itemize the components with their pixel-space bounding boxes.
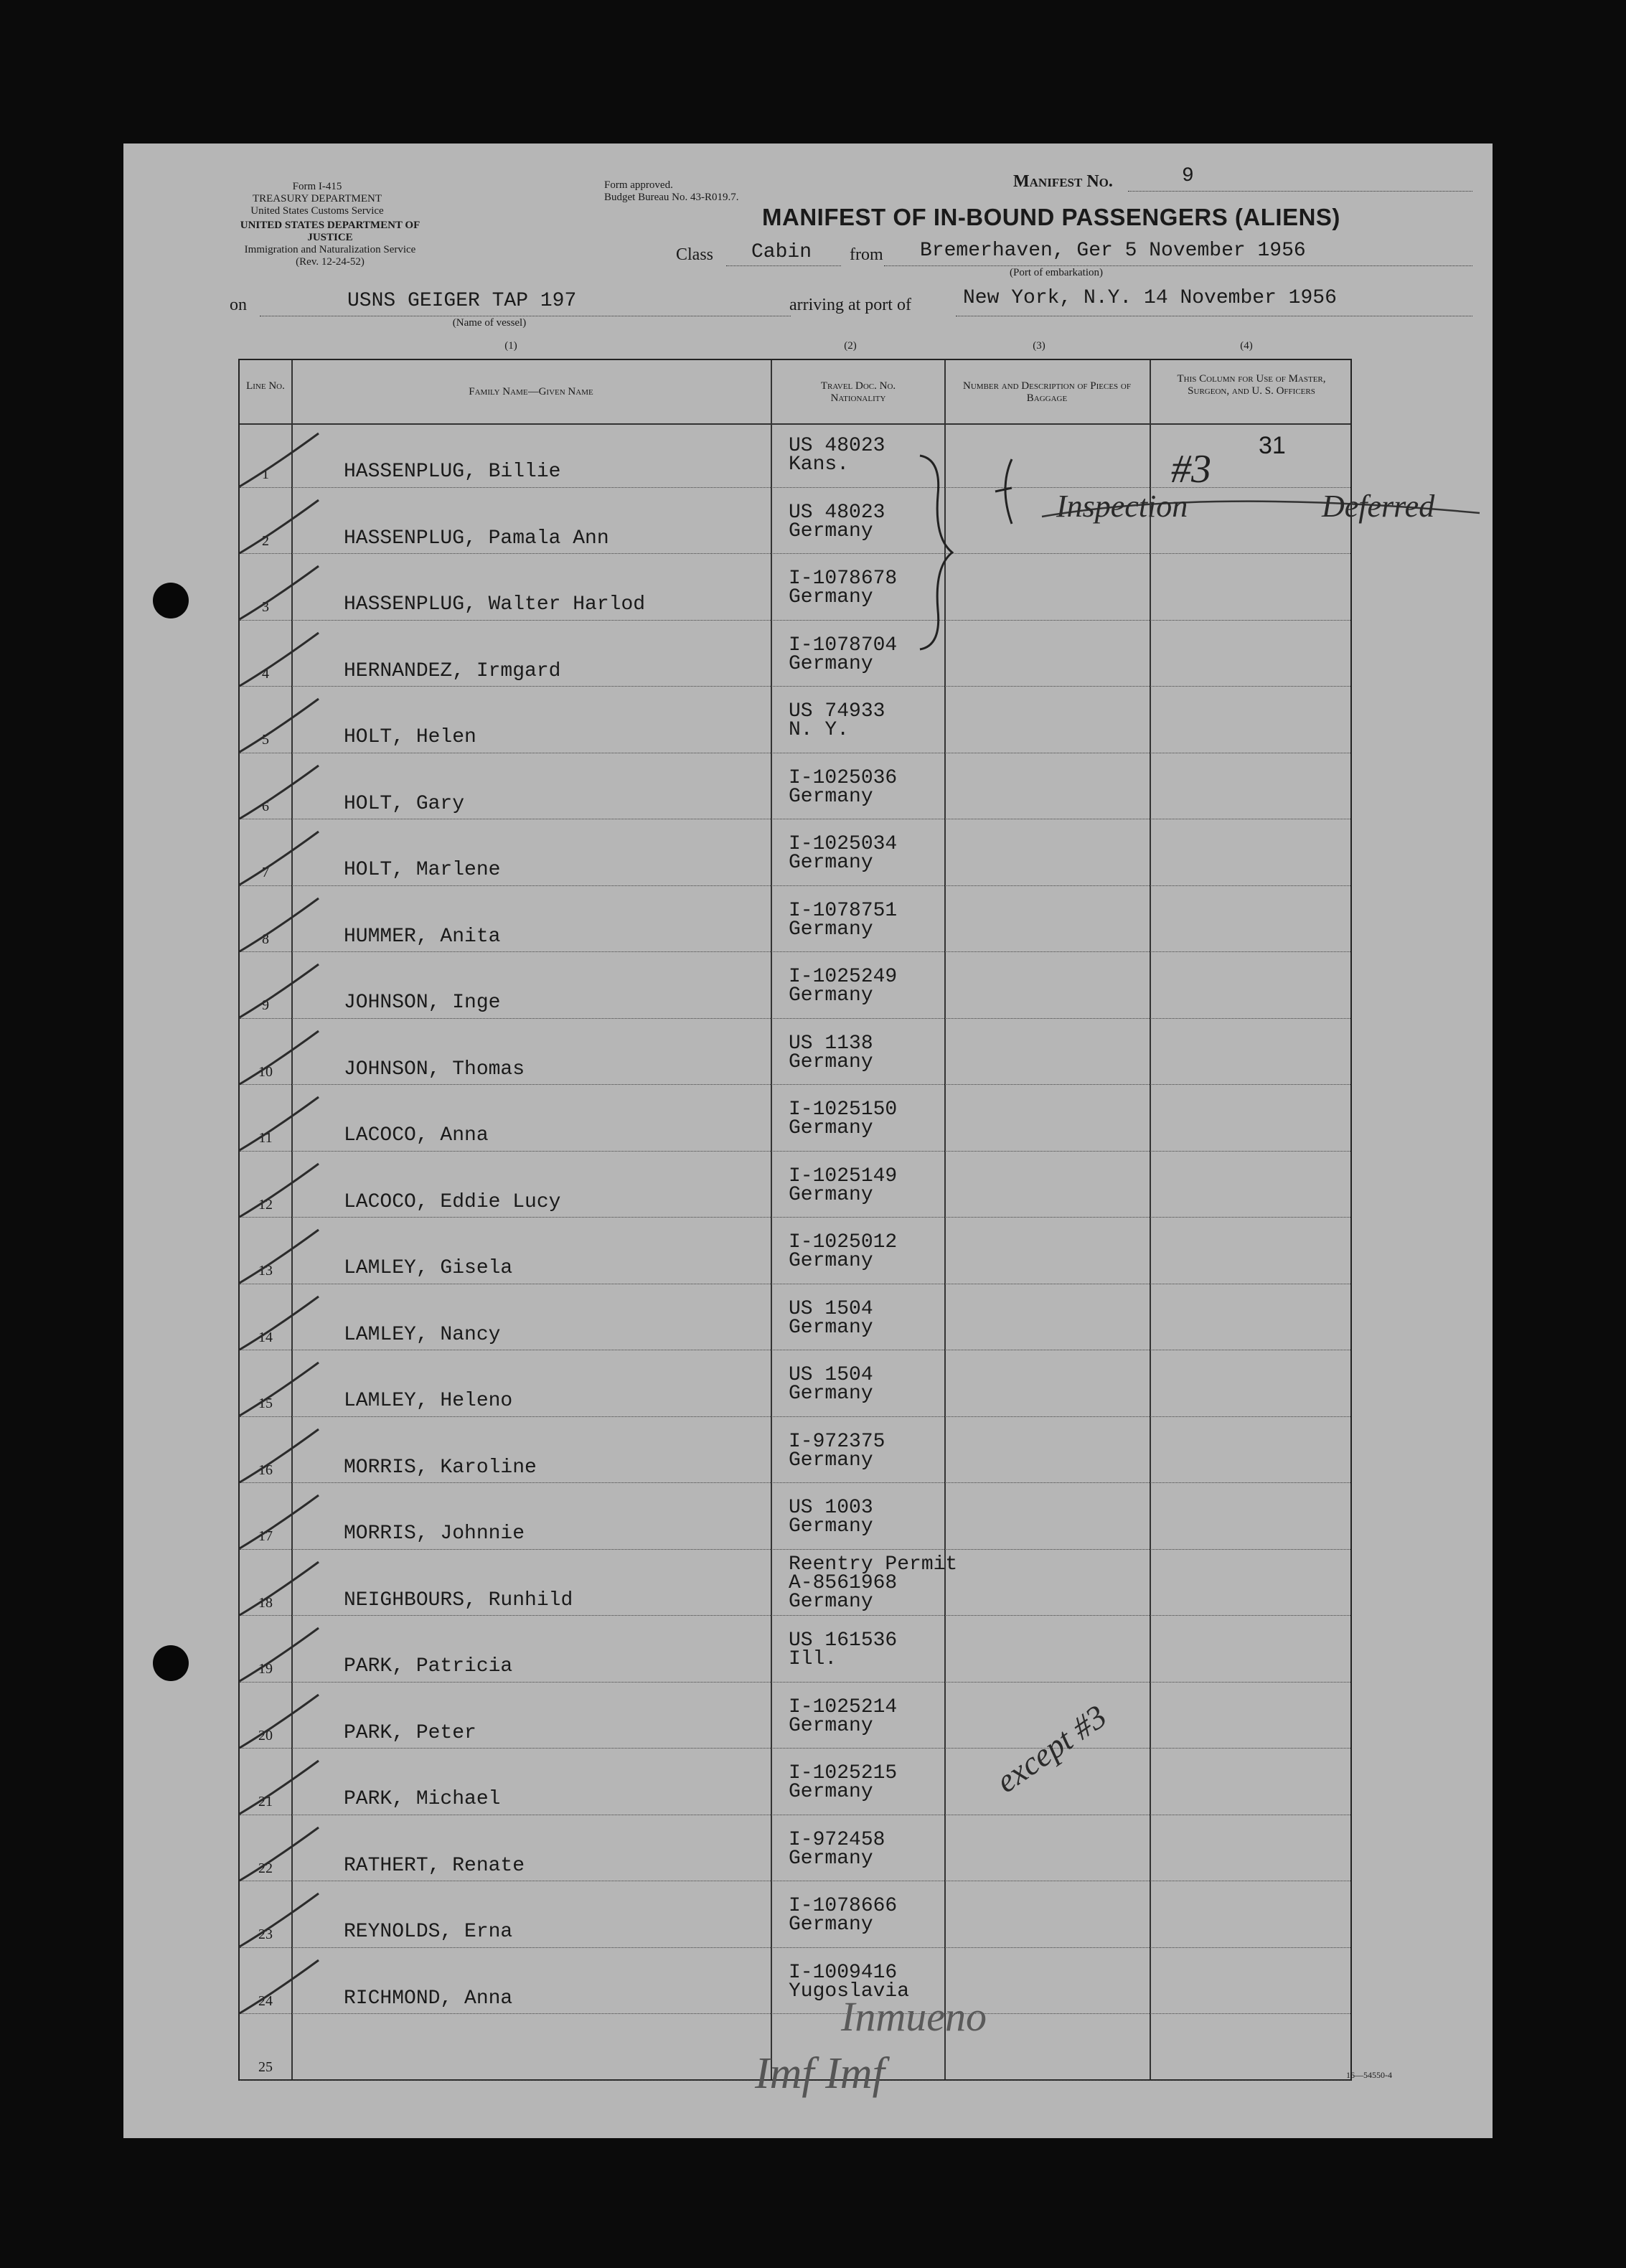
approval-block [604,179,748,204]
passenger-name: RATHERT, Renate [344,1854,525,1877]
from-underline [884,265,1472,266]
approval-line-1: Form approved. [604,179,673,191]
line-number: 20 [258,1727,273,1744]
nationality: Germany [789,652,873,675]
nationality: Germany [789,1383,873,1405]
passenger-name: LACOCO, Anna [344,1124,489,1147]
line-number: 7 [262,865,269,880]
check-mark-icon [232,1491,326,1556]
line-number: 6 [262,798,269,814]
nationality: Germany [789,1914,873,1936]
check-mark-icon [232,562,326,626]
line-number: 15 [258,1396,273,1411]
table-row [240,756,1350,822]
travel-doc-number: I-1025012 [789,1231,898,1253]
manifest-no-value: 9 [1182,165,1194,187]
nationality: Germany [789,1847,873,1870]
nationality: Kans. [789,453,850,476]
passenger-name: HOLT, Gary [344,792,465,815]
passenger-name: JOHNSON, Thomas [344,1058,525,1081]
table-row [240,1021,1350,1087]
footer-code: 16—54550-4 [1346,2070,1392,2080]
row-rule [240,1682,1350,1683]
rev-label: (Rev. 12-24-52) [296,256,365,268]
nationality: Germany [789,1714,873,1737]
table-row [240,1618,1350,1684]
travel-doc-number: I-1025150 [789,1098,898,1121]
table-row [240,1751,1350,1817]
arriving-label: arriving at port of [789,296,911,314]
table-row [240,1220,1350,1286]
passenger-name: LAMLEY, Nancy [344,1323,501,1346]
travel-doc-number: I-1025215 [789,1762,898,1784]
passenger-name: HASSENPLUG, Walter Harlod [344,593,646,616]
approval-line-2: Budget Bureau No. 43-R019.7. [604,192,739,203]
inspection-deferred-annotation [920,445,1508,538]
line-number: 11 [258,1130,273,1146]
row-rule [240,620,1350,621]
check-mark-icon [232,1027,326,1091]
travel-doc-number: US 48023 [789,501,885,524]
check-mark-icon [232,894,326,959]
passenger-name: HOLT, Helen [344,726,476,748]
nationality: Yugoslavia [789,1980,910,2003]
table-row [240,1685,1350,1751]
travel-doc-number: I-1078704 [789,634,898,657]
check-mark-icon [232,1690,326,1755]
nationality: Germany [789,852,873,874]
line-number: 3 [262,599,269,615]
row-rule [240,1217,1350,1218]
nationality: Germany [789,586,873,608]
check-mark-icon [232,496,326,560]
nationality: Germany [789,1117,873,1139]
check-mark-icon [232,1956,326,2020]
check-mark-icon [232,1558,326,1622]
check-mark-icon [232,1756,326,1821]
nationality: Germany [789,1183,873,1206]
table-row [240,556,1350,622]
from-value: Bremerhaven, Ger 5 November 1956 [920,240,1306,262]
nationality: Germany [789,1590,873,1613]
travel-doc-number: US 1003 [789,1497,873,1519]
table-row [240,1286,1350,1352]
port-note: (Port of embarkation) [1010,267,1103,278]
col-header-baggage: Number and Description of Pieces of Baggage [963,380,1131,404]
table-row [240,888,1350,954]
nationality: Germany [789,918,873,941]
nationality: Germany [789,984,873,1007]
check-mark-icon [232,695,326,759]
travel-doc-number: I-972458 [789,1828,885,1851]
class-underline [726,265,841,266]
travel-doc-number: I-1078678 [789,568,898,590]
travel-doc-number: I-1025214 [789,1695,898,1718]
line-number: 14 [258,1329,273,1345]
manifest-no-label: Manifest No. [1013,172,1113,191]
nationality: Germany [789,1050,873,1073]
table-row [240,689,1350,755]
binder-hole-bottom [153,1645,189,1681]
check-mark-icon [232,827,326,892]
nationality: Germany [789,1250,873,1272]
manifest-page [123,143,1493,2138]
treasury-label: TREASURY DEPARTMENT [252,193,382,204]
passenger-name: NEIGHBOURS, Runhild [344,1589,573,1611]
check-mark-icon [232,1292,326,1357]
travel-doc-number: I-1025249 [789,966,898,988]
row-rule [240,885,1350,886]
line-number: 1 [262,466,269,482]
nationality: Germany [789,1781,873,1803]
travel-doc-number: US 48023 [789,435,885,457]
arriving-value: New York, N.Y. 14 November 1956 [963,287,1337,309]
travel-doc-number: I-972375 [789,1430,885,1453]
vessel-name: USNS GEIGER TAP 197 [347,290,577,312]
table-rows [240,423,1350,2079]
travel-doc-number: I-1009416 [789,1961,898,1984]
dept-block [230,220,431,268]
travel-doc-number: US 1504 [789,1297,873,1320]
line-number: 17 [258,1528,273,1544]
passenger-name: LACOCO, Eddie Lucy [344,1190,561,1213]
row-rule [240,1947,1350,1948]
line-number: 23 [258,1926,273,1942]
manifest-title: MANIFEST OF IN-BOUND PASSENGERS (ALIENS) [762,204,1340,230]
passenger-name: LAMLEY, Gisela [344,1257,513,1279]
passenger-name: HASSENPLUG, Pamala Ann [344,527,609,550]
col-header-line: Line No. [246,380,285,392]
travel-doc-number: I-1078751 [789,899,898,922]
check-mark-icon [232,761,326,826]
col-num-2: (2) [844,340,857,352]
check-mark-icon [232,960,326,1025]
passenger-name: RICHMOND, Anna [344,1987,513,2010]
form-block [238,181,396,217]
inspection-number: #3 [1171,447,1211,491]
row-rule [240,1549,1350,1550]
table-row [240,954,1350,1020]
travel-doc-number: I-1025149 [789,1164,898,1187]
manifest-no-underline [1128,191,1472,192]
travel-doc-number: US 161536 [789,1629,898,1652]
table-row [240,1154,1350,1220]
passenger-name: JOHNSON, Inge [344,992,501,1014]
line-number: 24 [258,1992,273,2009]
check-mark-icon [232,629,326,693]
table-row [240,1485,1350,1551]
line-number: 5 [262,732,269,748]
line-number: 19 [258,1661,273,1677]
line-number: 18 [258,1594,273,1611]
row-rule [240,686,1350,687]
col-header-name: Family Name—Given Name [469,386,593,397]
travel-doc-number: I-1025034 [789,833,898,855]
signature-text: Inmueno [841,1993,987,2040]
row-rule [240,951,1350,952]
except-text: except #3 [989,1698,1114,1800]
svg-text:Imf Imf: Imf Imf [755,2049,885,2098]
table-row [240,1352,1350,1418]
nationality: Germany [789,1515,873,1538]
form-number: Form I-415 [292,181,342,192]
nationality: Ill. [789,1648,837,1670]
class-label: Class [676,245,714,264]
nationality: N. Y. [789,719,850,741]
col-header-officers: This Column for Use of Master, Surgeon, and U. S. Officers [1177,373,1326,397]
passenger-name: HUMMER, Anita [344,925,501,948]
table-row [240,1552,1350,1618]
travel-doc-number: I-1078666 [789,1895,898,1917]
check-mark-icon [232,1093,326,1157]
bracket-annotation [913,452,956,653]
passenger-name: REYNOLDS, Erna [344,1921,513,1943]
ins-label: Immigration and Naturalization Service [244,244,416,255]
table-row [240,1883,1350,1949]
table-row [240,1817,1350,1883]
table-row [240,623,1350,689]
line-number: 22 [258,1860,273,1876]
line-number: 2 [262,532,269,549]
row-rule [240,553,1350,554]
check-mark-icon [232,1159,326,1224]
passenger-name: PARK, Patricia [344,1655,513,1678]
passenger-name: HOLT, Marlene [344,859,501,881]
row-rule [240,1615,1350,1616]
check-mark-icon [232,1823,326,1888]
binder-hole-top [153,583,189,618]
passenger-name: HASSENPLUG, Billie [344,461,561,483]
travel-doc-number: I-1025036 [789,766,898,789]
travel-doc-number: US 1504 [789,1364,873,1386]
check-mark-icon [232,1425,326,1490]
customs-label: United States Customs Service [250,205,384,217]
nationality: Germany [789,1316,873,1339]
nationality: Germany [789,785,873,808]
bottom-signature [626,1980,1128,2109]
table-row [240,1419,1350,1485]
line-number: 12 [258,1196,273,1213]
row-rule [240,1482,1350,1483]
col-num-3: (3) [1033,340,1045,352]
from-label: from [850,245,883,264]
check-mark-icon [232,1889,326,1954]
travel-doc-number: US 1138 [789,1032,873,1055]
check-mark-icon [232,1225,326,1290]
svg-text:Deferred: Deferred [1322,489,1435,524]
nationality: Germany [789,519,873,542]
passenger-name: PARK, Michael [344,1788,501,1810]
passenger-name: HERNANDEZ, Irmgard [344,659,561,682]
travel-doc-number: A-8561968 [789,1571,898,1594]
passenger-name: PARK, Peter [344,1721,476,1744]
passenger-name: LAMLEY, Heleno [344,1390,513,1412]
nationality: Germany [789,1449,873,1472]
row-rule [240,1748,1350,1749]
row-rule [240,1084,1350,1085]
col-num-1: (1) [504,340,517,352]
table-row [240,1087,1350,1153]
check-mark-icon [232,1624,326,1688]
svg-text:Inspection: Inspection [1056,489,1188,524]
row-rule [240,1018,1350,1019]
except-annotation [989,1629,1178,1815]
dept-label: UNITED STATES DEPARTMENT OF JUSTICE [240,220,420,243]
col-header-doc: Travel Doc. No. Nationality [820,380,896,404]
col-num-4: (4) [1240,340,1253,352]
passenger-name: MORRIS, Karoline [344,1456,537,1479]
row-rule [240,1151,1350,1152]
check-mark-icon [232,1358,326,1423]
travel-doc-number: US 74933 [789,700,885,723]
row-rule [240,1416,1350,1417]
vessel-note: (Name of vessel) [452,317,527,329]
line-number: 25 [258,2059,273,2075]
officer-note: 31 [1259,432,1286,459]
on-label: on [230,296,247,314]
line-number: 13 [258,1263,273,1279]
line-number: 10 [258,1063,273,1080]
travel-doc-number: Reentry Permit [789,1553,958,1576]
line-number: 4 [262,665,269,682]
line-number: 9 [262,997,269,1013]
class-value: Cabin [751,241,812,263]
table-row [240,822,1350,888]
passenger-table [238,359,1352,2081]
line-number: 21 [258,1794,273,1810]
passenger-name: MORRIS, Johnnie [344,1523,525,1545]
line-number: 16 [258,1462,273,1478]
check-mark-icon [232,429,326,494]
line-number: 8 [262,931,269,947]
